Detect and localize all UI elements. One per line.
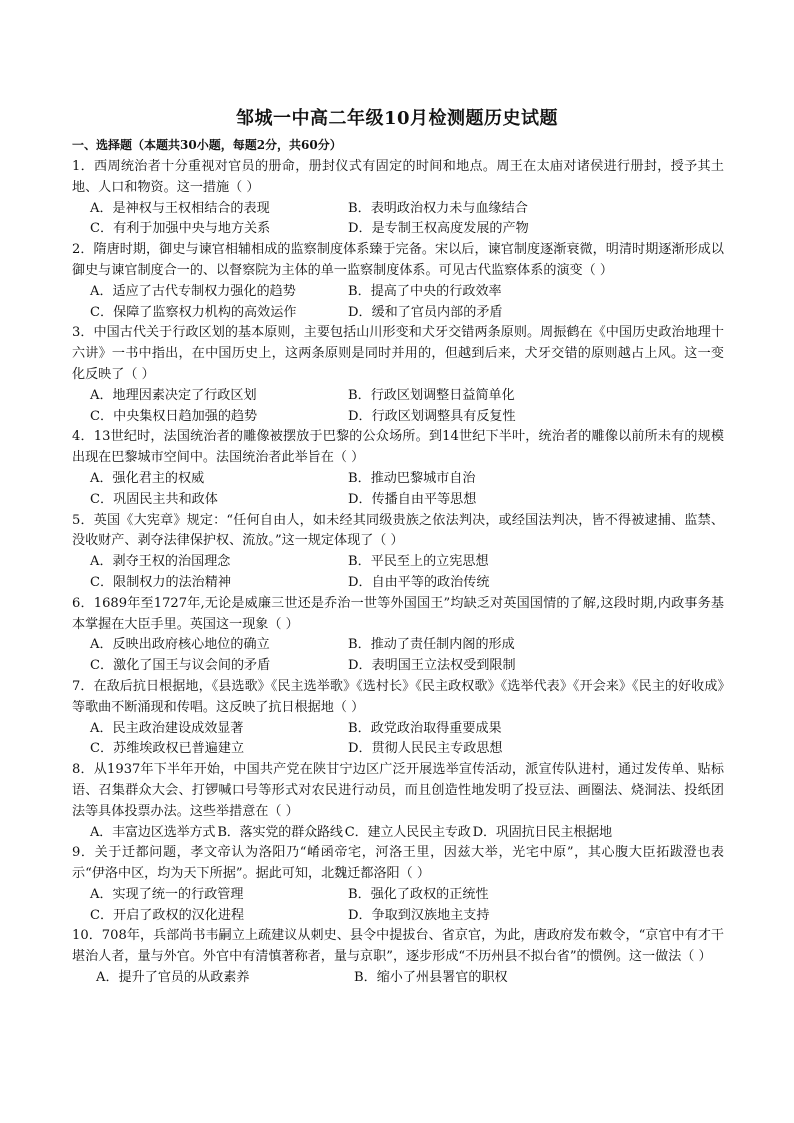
option-B: B．强化了政权的正统性 [348,886,489,902]
option-A: A．强化君主的权威 [90,470,205,486]
question-stem: 1．西周统治者十分重视对官员的册命，册封仪式有固定的时间和地点。周王在太庙对诸侯进行册封，授予其土地、人口和物资。这一措施（ ） [72,159,724,195]
option-C: C．保障了监察权力机构的高效运作 [90,304,297,320]
option-group [72,719,724,761]
option-group [72,823,724,844]
question-stem: 10．708年，兵部尚书韦嗣立上疏建议从刺史、县令中提拔台、省京官，为此，唐政府发布敕令，“京官中有才干堪治人者，量与外官。外官中有清慎著称者，量与京职”，逐步形成“不历州县不拟台省”的惯例。这一做法（ ） [72,928,724,965]
option-C: C．开启了政权的汉化进程 [90,907,245,923]
section-heading: 一、选择题（本题共30小题，每题2分，共60分） [72,138,342,152]
option-A: A．地理因素决定了行政区划 [90,387,257,403]
option-C: C．苏维埃政权已普遍建立 [90,741,245,757]
question-stem: 9．关于迁都问题，孝文帝认为洛阳乃“崤函帝宅，河洛王里，因兹大举，光宅中原”，其心腹大臣拓跋澄也表示“伊洛中区，均为天下所据”。据此可知，北魏迁都洛阳（ ） [72,845,724,882]
option-A: A．剥夺王权的治国理念 [90,554,231,570]
option-A: A．反映出政府核心地位的确立 [90,637,270,653]
question-stem: 3．中国古代关于行政区划的基本原则，主要包括山川形变和犬牙交错两条原则。周振鹤在《中国历史政治地理十六讲》一书中指出，在中国历史上，这两条原则是同时并用的，但越到后来，犬牙交错的原则越占上风。这一变化反映了（ ） [72,325,724,382]
option-B: B．推动巴黎城市自治 [348,470,476,486]
option-D: D．巩固抗日民主根据地 [472,824,612,840]
option-group [72,885,724,927]
option-A: A．提升了官员的从政素养 [96,970,250,986]
option-D: D．争取到汉族地主支持 [348,907,490,923]
option-group [72,199,724,241]
option-A: A．实现了统一的行政管理 [90,886,244,902]
option-group [72,282,724,324]
option-B: B．行政区划调整日益简单化 [348,387,515,403]
option-C: C．建立人民民主专政 [344,824,471,840]
question-stem: 4．13世纪时，法国统治者的雕像被摆放于巴黎的公众场所。到14世纪下半叶，统治者的雕像以前所未有的规模出现在巴黎城市空间中。法国统治者此举旨在（ ） [72,429,724,466]
option-B: B．推动了责任制内阁的形成 [348,637,515,653]
option-B: B．落实党的群众路线 [217,824,343,840]
option-C: C．激化了国王与议会间的矛盾 [90,658,271,674]
option-A: A．是神权与王权相结合的表现 [90,200,270,216]
option-D: D．缓和了官员内部的矛盾 [348,304,503,320]
option-D: D．行政区划调整具有反复性 [348,408,516,424]
question-4 [72,427,724,510]
question-3 [72,323,724,427]
question-9 [72,843,724,926]
option-group [72,968,724,989]
option-group [72,386,724,428]
option-C: C．中央集权日趋加强的趋势 [90,408,258,424]
question-8 [72,760,724,843]
option-D: D．传播自由平等思想 [348,491,477,507]
option-D: D．是专制王权高度发展的产物 [348,221,529,237]
option-B: B．政党政治取得重要成果 [348,720,502,736]
question-stem: 7．在敌后抗日根据地，《县选歌》《民主选举歌》《选村长》《民主政权歌》《选举代表》《开会来》《民主的好收成》等歌曲不断涌现和传唱。这反映了抗日根据地（ ） [72,678,724,715]
question-1 [72,157,724,240]
option-A: A．适应了古代专制权力强化的趋势 [90,283,296,299]
question-stem: 6．1689年至1727年,无论是威廉三世还是乔治一世等外国国王”均缺乏对英国国情的了解,这段时期,内政事务基本掌握在大臣手里。英国这一现象（ ） [72,595,724,632]
option-B: B．平民至上的立宪思想 [348,554,489,570]
question-list [72,157,724,989]
option-group [72,552,724,594]
question-5 [72,511,724,594]
question-stem: 8．从1937年下半年开始，中国共产党在陕甘宁边区广泛开展选举宣传活动，派宣传队进村，通过发传单、贴标语、召集群众大会、打锣喊口号等形式对农民进行动员，而且创造性地发明了投豆法、画圈法、烧洞法、投纸团法等具体投票办法。这些举措意在（ ） [72,762,724,819]
option-A: A．丰富边区选举方式 [90,824,216,840]
page-title: 邹城一中高二年级10月检测题历史试题 [235,108,559,129]
option-C: C．有利于加强中央与地方关系 [90,221,271,237]
option-C: C．限制权力的法治精神 [90,574,231,590]
option-B: B．提高了中央的行政效率 [348,283,502,299]
option-B: B．表明政治权力未与血缘结合 [348,200,528,216]
option-C: C．巩固民主共和政体 [90,491,218,507]
option-D: D．表明国王立法权受到限制 [348,658,516,674]
option-D: D．贯彻人民民主专政思想 [348,741,503,757]
option-group [72,635,724,677]
option-group [72,469,724,511]
question-2 [72,240,724,323]
question-7 [72,677,724,760]
question-6 [72,594,724,677]
question-10 [72,926,724,988]
option-A: A．民主政治建设成效显著 [90,720,244,736]
option-B: B．缩小了州县署官的职权 [354,970,508,986]
option-D: D．自由平等的政治传统 [348,574,490,590]
question-stem: 2．隋唐时期，御史与谏官相辅相成的监察制度体系臻于完备。宋以后，谏官制度逐渐衰微，明清时期逐渐形成以御史与谏官制度合一的、以督察院为主体的单一监察制度体系。可见古代监察体系的演变（ ） [72,242,724,278]
question-stem: 5．英国《大宪章》规定：“任何自由人，如未经其同级贵族之依法判决，或经国法判决，皆不得被逮捕、监禁、没收财产、剥夺法律保护权、流放。”这一规定体现了（ ） [72,512,724,549]
